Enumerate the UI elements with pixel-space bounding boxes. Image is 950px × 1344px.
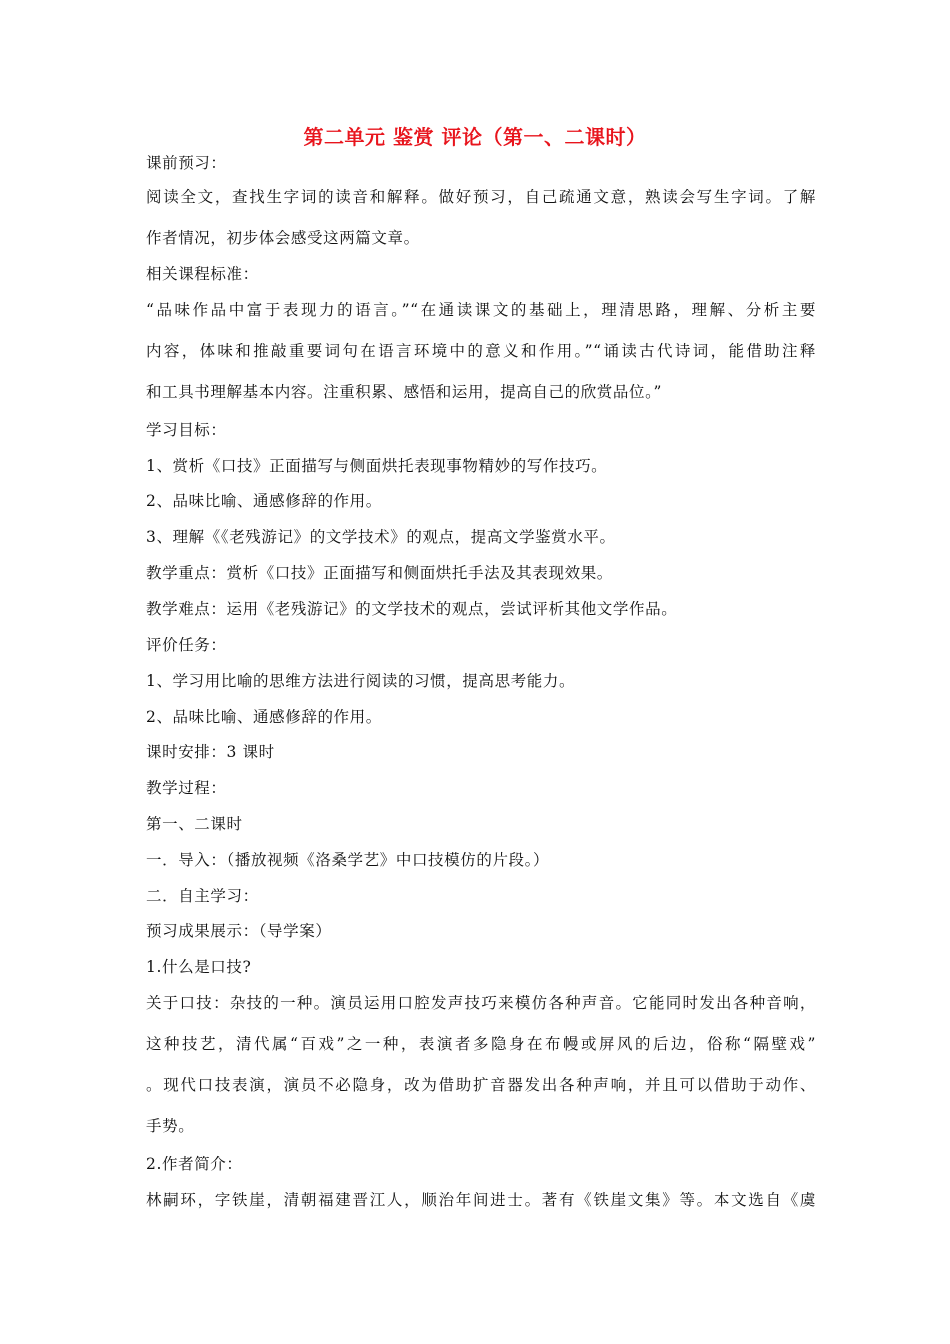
text-line: 关于口技：杂技的一种。演员运用口腔发声技巧来模仿各种声音。它能同时发出各种音响， — [146, 994, 816, 1012]
text-line: 手势。 — [146, 1117, 195, 1135]
text-line: 1、学习用比喻的思维方法进行阅读的习惯，提高思考能力。 — [146, 672, 576, 690]
text-line: 这种技艺，清代属“百戏”之一种，表演者多隐身在布幔或屏风的后边，俗称“隔壁戏” — [146, 1035, 816, 1053]
text-line: 阅读全文，查找生字词的读音和解释。做好预习，自己疏通文意，熟读会写生字词。了解 — [146, 188, 816, 206]
text-line: 内容，体味和推敲重要词句在语言环境中的意义和作用。”“诵读古代诗词，能借助注释 — [146, 342, 816, 360]
text-line: 作者情况，初步体会感受这两篇文章。 — [146, 229, 420, 247]
text-line-goals-heading: 学习目标： — [146, 421, 227, 439]
text-line-key-point: 教学重点：赏析《口技》正面描写和侧面烘托手法及其表现效果。 — [146, 564, 613, 582]
text-line: 2、品味比喻、通感修辞的作用。 — [146, 708, 382, 726]
text-line: 林嗣环，字铁崖，清朝福建晋江人，顺治年间进士。著有《铁崖文集》等。本文选自《虞 — [146, 1191, 816, 1209]
text-line-schedule: 课时安排：3 课时 — [146, 743, 275, 761]
text-line: “品味作品中富于表现力的语言。”“在通读课文的基础上，理清思路，理解、分析主要 — [146, 301, 816, 319]
text-line-self-study: 二．自主学习： — [146, 887, 259, 905]
text-line: 3、理解《《老残游记》的文学技术》的观点，提高文学鉴赏水平。 — [146, 528, 616, 546]
text-line: 1、赏析《口技》正面描写与侧面烘托表现事物精妙的写作技巧。 — [146, 457, 608, 475]
text-line: 。现代口技表演，演员不必隐身，改为借助扩音器发出各种声响，并且可以借助于动作、 — [146, 1076, 816, 1094]
text-line: 和工具书理解基本内容。注重积累、感悟和运用，提高自己的欣赏品位。” — [146, 383, 662, 401]
text-line-process-heading: 教学过程： — [146, 779, 227, 797]
text-line-intro: 一．导入：（播放视频《洛桑学艺》中口技模仿的片段。） — [146, 851, 550, 869]
text-line-tasks-heading: 评价任务： — [146, 636, 227, 654]
text-line-standards-heading: 相关课程标准： — [146, 265, 259, 283]
text-line-difficulty: 教学难点：运用《老残游记》的文学技术的观点，尝试评析其他文学作品。 — [146, 600, 678, 618]
document-title: 第二单元 鉴赏 评论（第一、二课时） — [303, 125, 647, 149]
text-line-author-heading: 2.作者简介： — [146, 1155, 243, 1173]
text-line: 2、品味比喻、通感修辞的作用。 — [146, 492, 382, 510]
text-line-lesson-heading: 第一、二课时 — [146, 815, 243, 833]
text-line: 预习成果展示：（导学案） — [146, 922, 332, 940]
text-line-question: 1.什么是口技? — [146, 958, 252, 976]
text-line-pre-study-heading: 课前预习： — [146, 154, 227, 172]
